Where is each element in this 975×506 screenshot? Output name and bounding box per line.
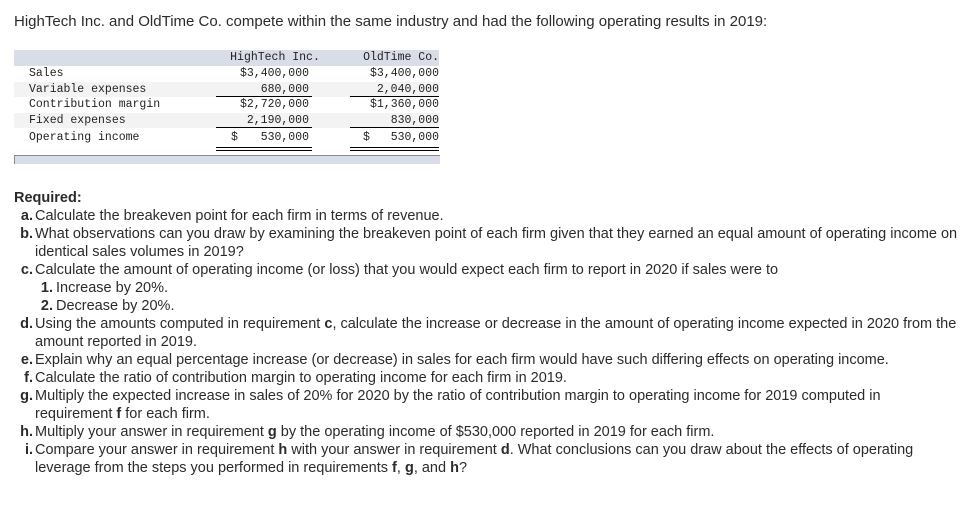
requirement-letter: g.: [20, 388, 33, 404]
requirement-letter: h.: [20, 424, 33, 440]
requirement-c: [14, 261, 959, 315]
row-label: Fixed expenses: [29, 113, 126, 127]
requirement-text: Using the amounts computed in requirement: [35, 316, 325, 332]
requirement-letter: b.: [20, 226, 33, 242]
requirement-ref: f: [392, 460, 397, 476]
requirement-ref: h: [450, 460, 459, 476]
sub-requirement-number: 1.: [40, 280, 53, 296]
requirement-a: [14, 207, 959, 225]
requirement-ref: f: [116, 406, 122, 422]
requirement-ref: g: [404, 460, 414, 476]
sub-requirement-number: 2.: [40, 298, 53, 314]
requirement-text: for each firm.: [121, 406, 210, 422]
sub-requirement-text: Decrease by 20%.: [56, 298, 175, 314]
hightech-value: 2,190,000: [246, 113, 309, 127]
hightech-value: 530,000: [260, 131, 309, 144]
requirement-text: Calculate the breakeven point for each firm in terms of revenue.: [35, 208, 444, 224]
requirement-text: Calculate the amount of operating income (or loss) that you would expect each firm to report in 2020 if sales were to: [35, 262, 779, 278]
table-row-sales: [14, 66, 439, 82]
total-double-underline: [216, 147, 312, 151]
table-row-fixed-expenses: [14, 113, 439, 129]
row-label: Contribution margin: [29, 98, 161, 111]
requirement-letter: d.: [20, 316, 33, 332]
requirement-h: [14, 423, 959, 441]
requirement-text: Explain why an equal percentage increase (or decrease) in sales for each firm would have such differing effects on operating income.: [35, 352, 889, 368]
requirement-ref: g: [267, 424, 277, 440]
requirement-c-2: [35, 297, 959, 315]
column-header-hightech: HighTech Inc.: [230, 51, 320, 64]
operating-results-table: [14, 50, 439, 148]
oldtime-dollar-sign: $: [363, 131, 370, 144]
requirement-text: Multiply the expected increase in sales of 20% for 2020 by the ratio of contribution margin to operating income for 2019 computed in requirement: [35, 388, 881, 422]
requirement-text: Multiply your answer in requirement: [35, 424, 268, 440]
requirement-text: ?: [458, 460, 468, 476]
row-label: Variable expenses: [29, 82, 147, 96]
hightech-dollar-sign: $: [231, 131, 238, 144]
requirement-letter: f.: [24, 370, 33, 386]
requirement-letter: c.: [20, 262, 33, 278]
requirement-ref: d: [500, 442, 510, 458]
table-footer-bar: [14, 155, 440, 164]
requirement-letter: i.: [24, 442, 33, 458]
requirement-letter: a.: [20, 208, 33, 224]
total-double-underline: [350, 147, 439, 151]
requirement-ref: c: [324, 316, 333, 332]
requirement-d: [14, 315, 959, 351]
oldtime-value: $1,360,000: [369, 98, 439, 111]
requirement-text: Calculate the ratio of contribution margin to operating income for each firm in 2019.: [35, 370, 567, 386]
requirement-b: [14, 225, 959, 261]
problem-intro: HighTech Inc. and OldTime Co. compete within the same industry and had the following operating results in 2019:: [14, 13, 768, 30]
hightech-value: $3,400,000: [239, 67, 309, 80]
requirement-text: . What conclusions can you draw about the effects of operating leverage from the steps you performed in requirements: [35, 442, 914, 476]
requirement-i: [14, 441, 959, 477]
requirement-letter: e.: [20, 352, 33, 368]
table-row-contribution-margin: [14, 97, 439, 113]
oldtime-value: 830,000: [390, 113, 439, 127]
column-header-oldtime: OldTime Co.: [363, 51, 439, 64]
sub-requirement-text: Increase by 20%.: [56, 280, 169, 296]
requirement-e: [14, 351, 959, 369]
oldtime-value: 2,040,000: [376, 82, 439, 96]
hightech-value: 680,000: [260, 82, 309, 96]
table-header-row: [14, 50, 439, 66]
oldtime-value: 530,000: [390, 131, 439, 144]
requirements-title: Required:: [14, 190, 82, 206]
requirement-text: with your answer in requirement: [287, 442, 501, 458]
requirement-text: by the operating income of $530,000 reported in 2019 for each firm.: [276, 424, 715, 440]
requirements-section: [14, 189, 959, 477]
requirement-c-1: [35, 279, 959, 297]
requirement-text: ,: [396, 460, 405, 476]
requirement-text: What observations can you draw by examining the breakeven point of each firm given that they earned an equal amount of operating income on identical sales volumes in 2019?: [35, 226, 958, 260]
requirement-f: [14, 369, 959, 387]
hightech-value: $2,720,000: [239, 98, 309, 111]
table-row-operating-income: [14, 128, 439, 148]
row-label: Sales: [29, 67, 64, 80]
requirement-text: Compare your answer in requirement: [35, 442, 279, 458]
requirement-text: , and: [413, 460, 451, 476]
row-label: Operating income: [29, 131, 140, 144]
requirement-ref: h: [278, 442, 288, 458]
requirement-text: , calculate the increase or decrease in the amount of operating income expected in 2020 from the amount reported in 2019.: [35, 316, 957, 350]
requirement-g: [14, 387, 959, 423]
oldtime-value: $3,400,000: [369, 67, 439, 80]
table-row-variable-expenses: [14, 82, 439, 98]
